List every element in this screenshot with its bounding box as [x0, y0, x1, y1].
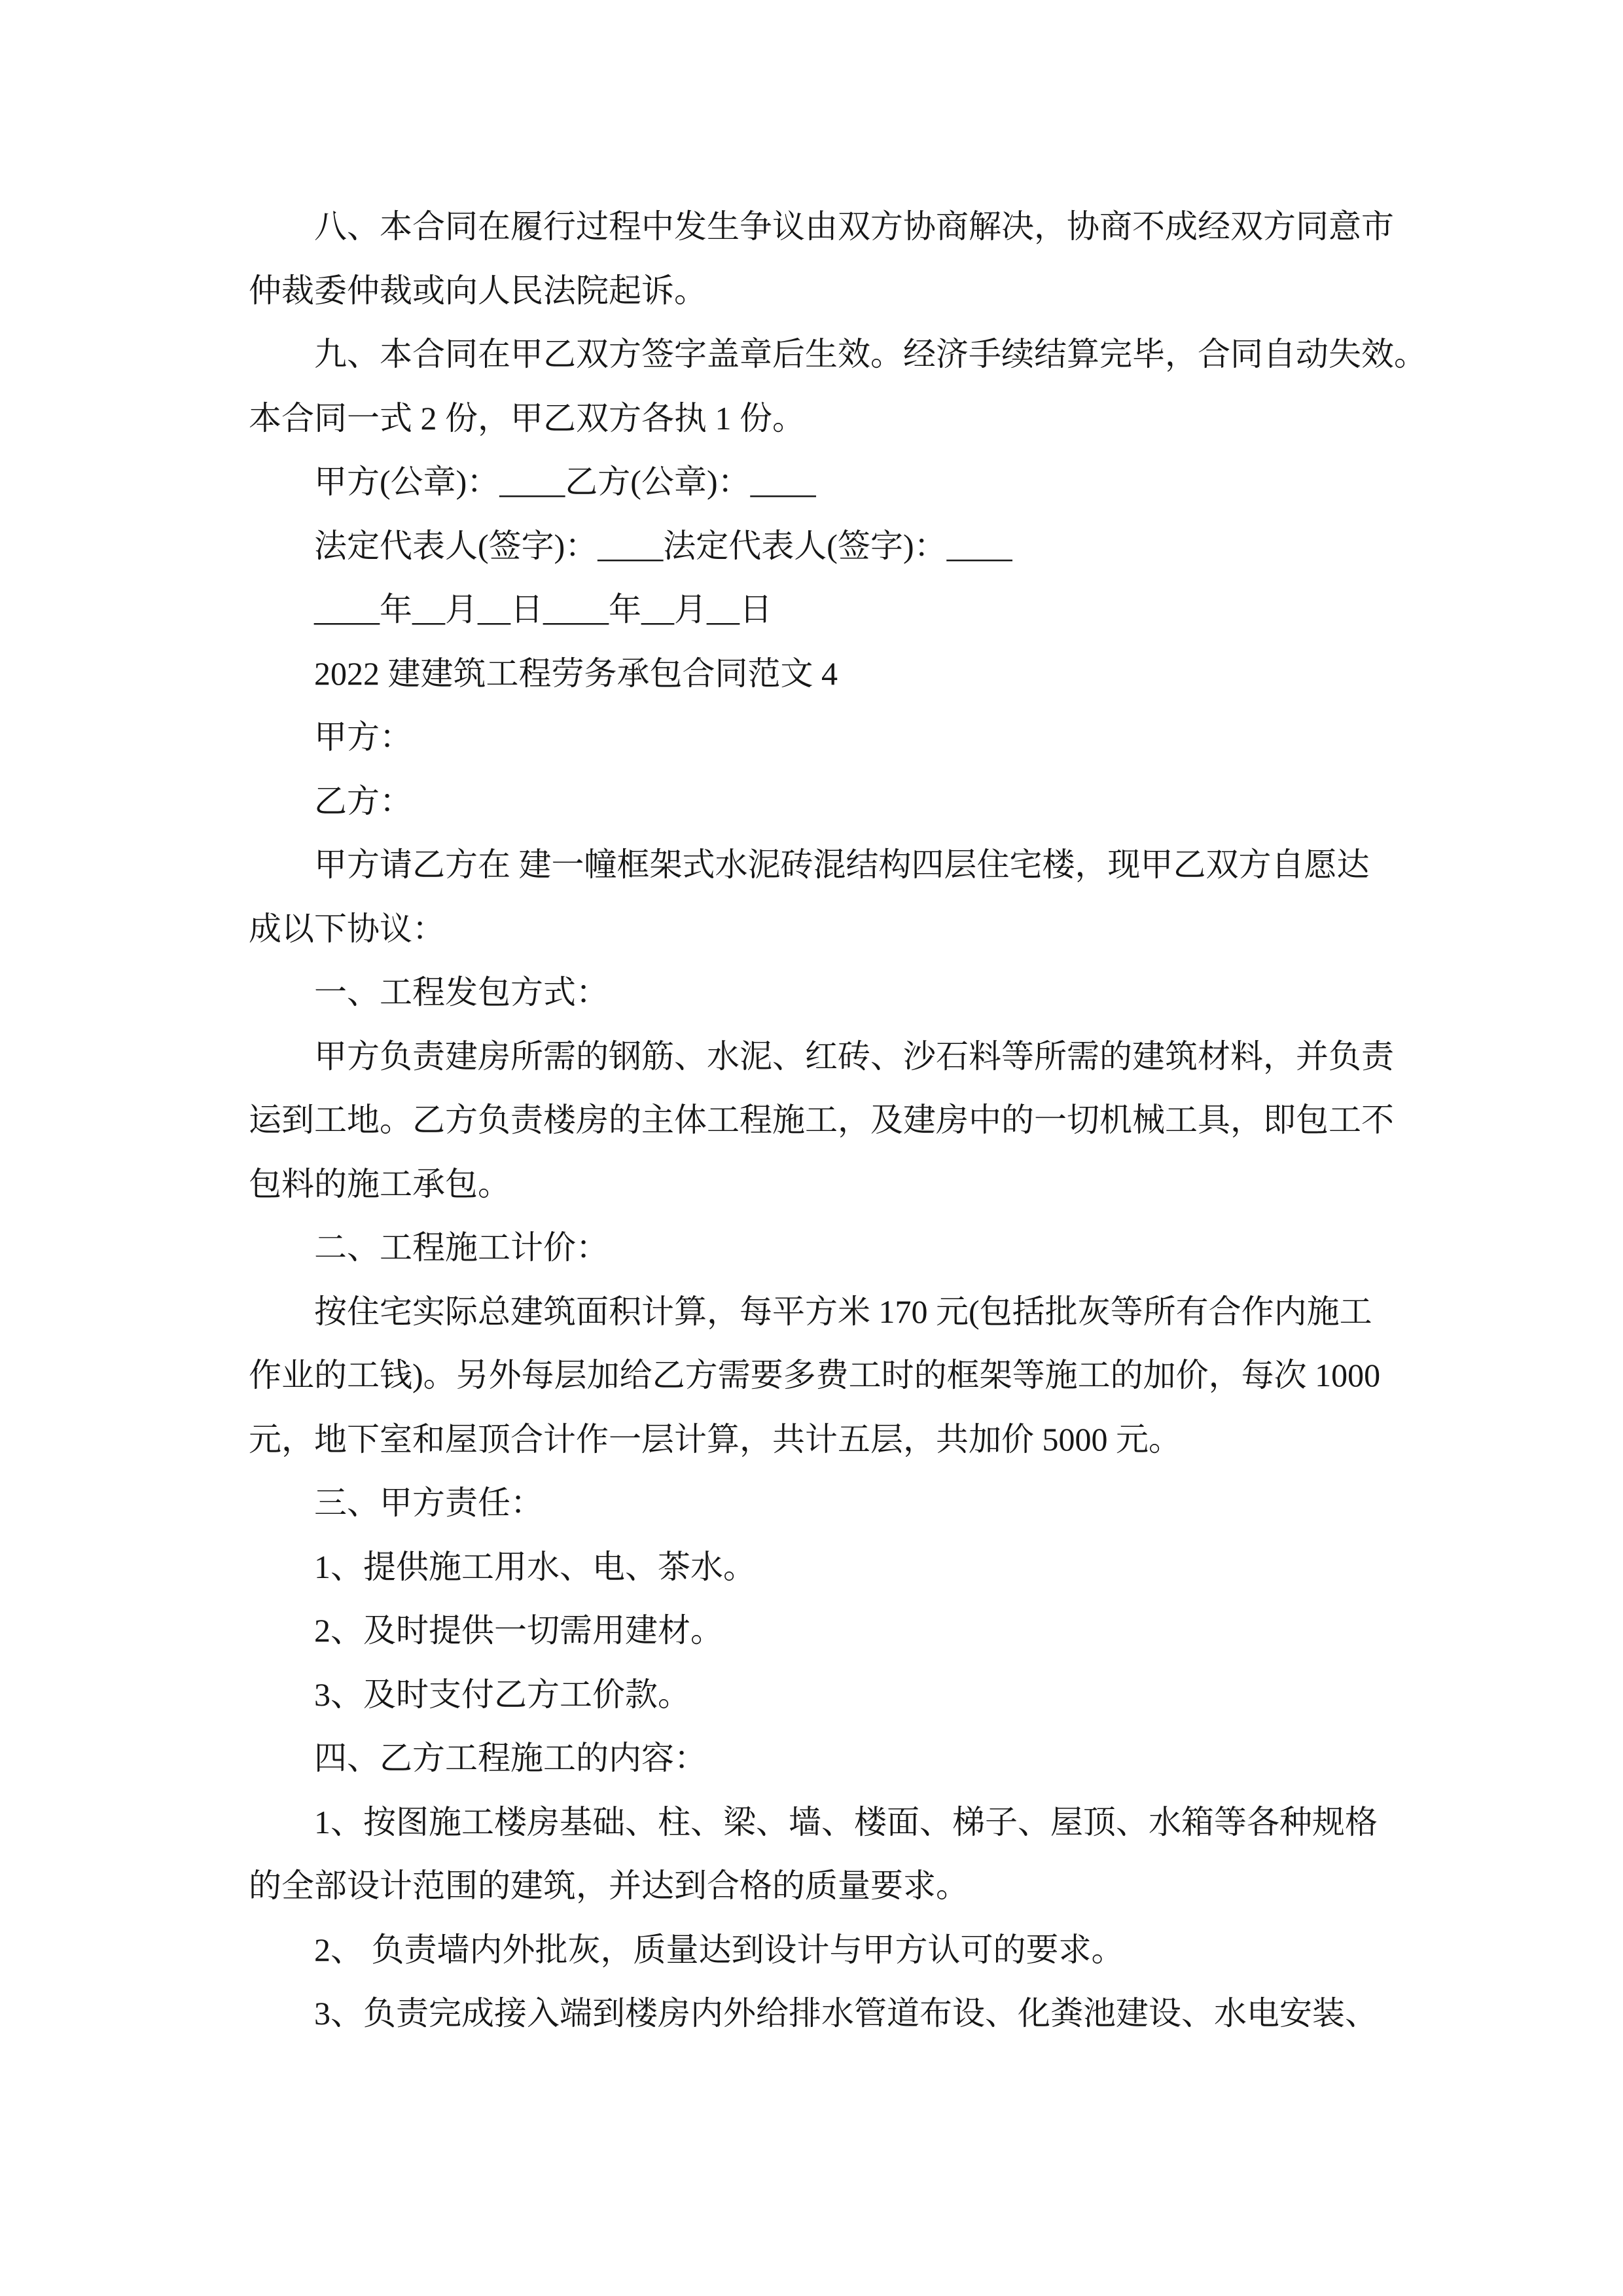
contract-text-line: 2、及时提供一切需用建材。 [314, 1612, 723, 1649]
contract-text-line: 甲方(公章)：____乙方(公章)：____ [314, 463, 816, 500]
contract-text-line: 乙方： [314, 782, 412, 819]
contract-text-line: 八、本合同在履行过程中发生争议由双方协商解决，协商不成经双方同意市 [314, 208, 1394, 245]
contract-text-line: 按住宅实际总建筑面积计算，每平方米 170 元(包括批灰等所有合作内施工 [314, 1293, 1372, 1330]
contract-text-line: 甲方： [314, 719, 412, 755]
contract-text-line: 甲方负责建房所需的钢筋、水泥、红砖、沙石料等所需的建筑材料，并负责 [314, 1037, 1394, 1075]
contract-text-line: 三、甲方责任： [314, 1484, 543, 1521]
contract-text-line: 本合同一式 2 份，甲乙双方各执 1 份。 [249, 399, 805, 437]
contract-text-line: 四、乙方工程施工的内容： [314, 1740, 707, 1776]
contract-text-line: 作业的工钱)。另外每层加给乙方需要多费工时的框架等施工的加价，每次 1000 [249, 1357, 1381, 1393]
contract-text-line: 甲方请乙方在 建一幢框架式水泥砖混结构四层住宅楼，现甲乙双方自愿达 [314, 846, 1370, 883]
contract-text-line: 3、及时支付乙方工价款。 [314, 1676, 690, 1713]
contract-text-line: 二、工程施工计价： [314, 1229, 609, 1266]
contract-text-line: 3、负责完成接入端到楼房内外给排水管道布设、化粪池建设、水电安装、 [314, 1995, 1378, 2032]
contract-text-line: 九、本合同在甲乙双方签字盖章后生效。经济手续结算完毕，合同自动失效。 [314, 336, 1427, 372]
contract-text-line: 1、按图施工楼房基础、柱、梁、墙、楼面、梯子、屋顶、水箱等各种规格 [314, 1803, 1378, 1840]
contract-body [249, 195, 1427, 2046]
contract-text-line: ____年__月__日____年__月__日 [314, 591, 772, 628]
contract-text-line: 2、 负责墙内外批灰，质量达到设计与甲方认可的要求。 [314, 1931, 1124, 1968]
contract-text-line: 一、工程发包方式： [314, 974, 609, 1011]
contract-text-line: 法定代表人(签字)：____法定代表人(签字)：____ [314, 527, 1012, 564]
contract-text-line: 包料的施工承包。 [249, 1165, 510, 1202]
contract-text-line: 元，地下室和屋顶合计作一层计算，共计五层，共加价 5000 元。 [249, 1420, 1181, 1458]
contract-text-line: 成以下协议： [249, 910, 445, 947]
contract-text-line: 仲裁委仲裁或向人民法院起诉。 [249, 272, 707, 309]
contract-text-line: 运到工地。乙方负责楼房的主体工程施工，及建房中的一切机械工具，即包工不 [249, 1102, 1394, 1138]
contract-text-line: 1、提供施工用水、电、茶水。 [314, 1548, 756, 1585]
contract-text-line: 2022 建建筑工程劳务承包合同范文 4 [314, 655, 838, 692]
contract-text-line: 的全部设计范围的建筑，并达到合格的质量要求。 [249, 1867, 969, 1904]
